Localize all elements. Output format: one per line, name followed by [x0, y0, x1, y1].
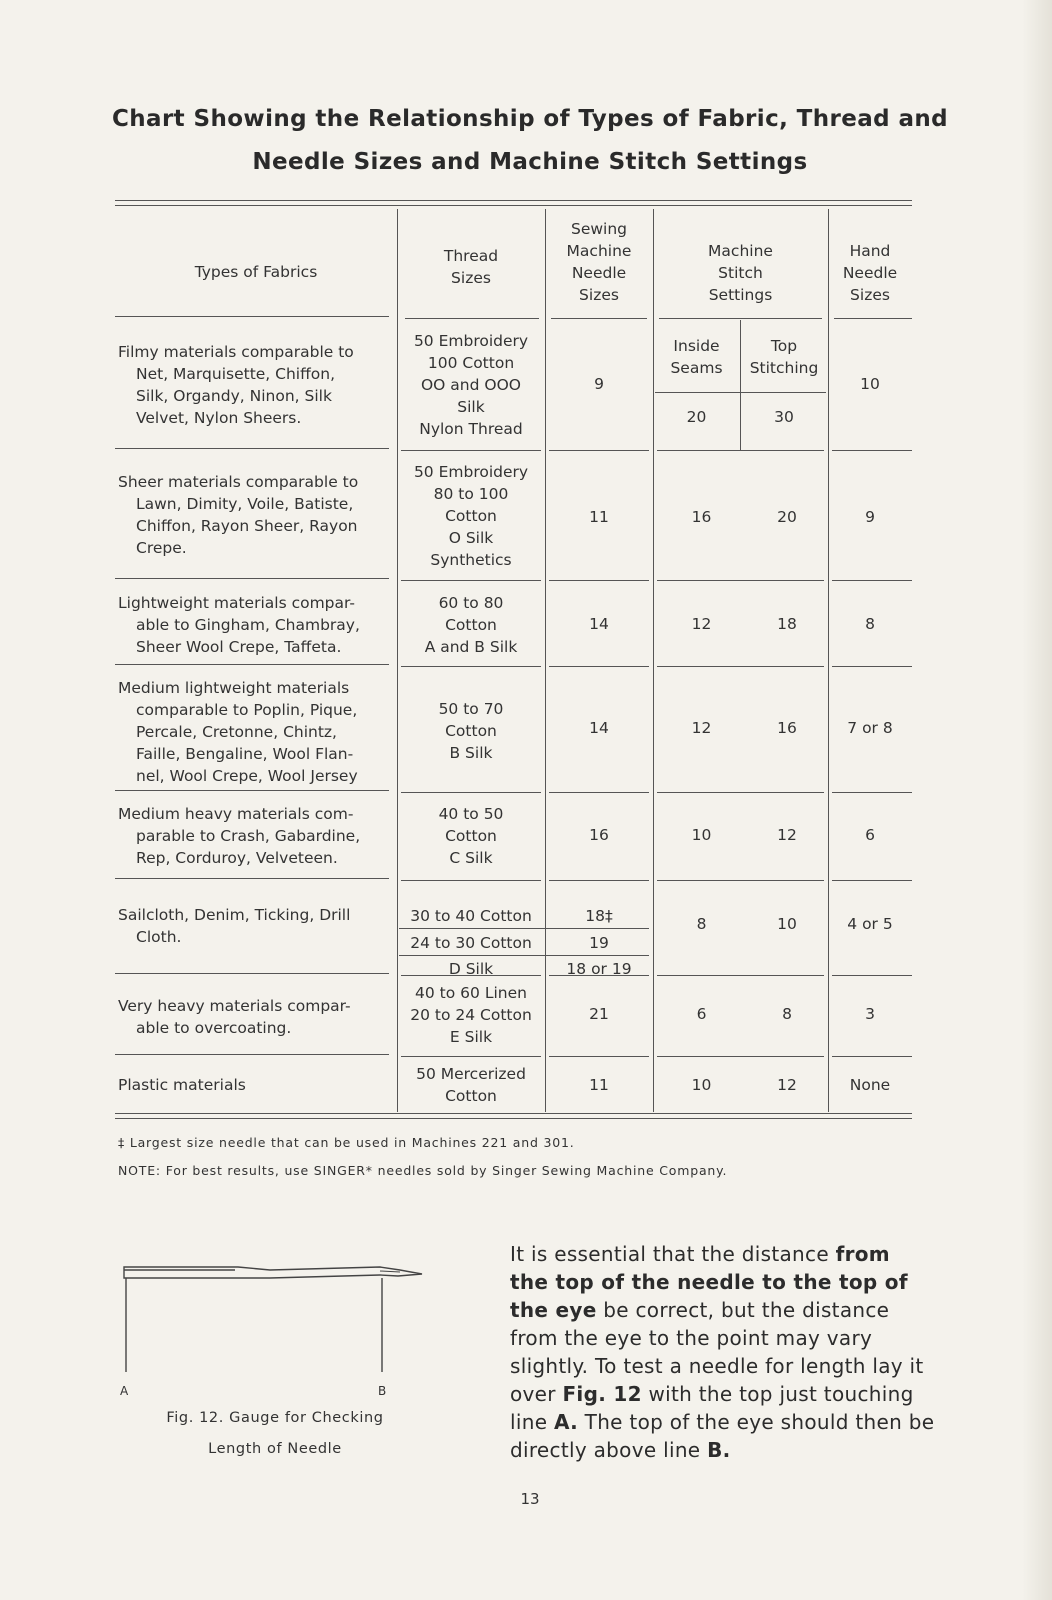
fabric-description [118, 1074, 388, 1096]
thread-size-option: D Silk [448, 960, 494, 978]
row-rule-fabrics [115, 664, 389, 665]
footnote-singer-note: NOTE: For best results, use SINGER* needles sold by Singer Sewing Machine Company. [118, 1163, 728, 1178]
row-rule-thread [401, 975, 541, 976]
para-bold-3: A. [553, 1410, 579, 1434]
thread-sizes-line: A and B Silk [424, 638, 518, 656]
thread-sizes [397, 803, 545, 869]
thread-sizes-line: Silk [457, 398, 485, 416]
row-rule-stitch [657, 666, 824, 667]
top-stitching-header-line: Stitching [749, 359, 819, 377]
row-rule-hand [832, 666, 912, 667]
top-stitching-value: 8 [782, 1005, 792, 1023]
header-sewing-machine-needle-sizes-line: Sizes [579, 286, 619, 304]
para-bold-2: Fig. 12 [562, 1382, 642, 1406]
body-divider-2 [545, 320, 546, 1112]
fabric-description-line: Sheer Wool Crepe, Taffeta. [136, 638, 342, 656]
table-bottom-rule [115, 1113, 912, 1114]
fabric-description-line: Lawn, Dimity, Voile, Batiste, [136, 495, 354, 513]
row-rule-hand [832, 975, 912, 976]
sewing-needle-size: 21 [589, 1005, 609, 1023]
figure-caption-line-2: Length of Needle [208, 1441, 342, 1457]
header-machine-stitch-settings-line: Settings [708, 286, 773, 304]
thread-sizes-line: Cotton [445, 1087, 497, 1105]
thread-sizes-line: E Silk [449, 1028, 493, 1046]
header-machine-stitch-settings [653, 240, 828, 306]
header-machine-stitch-settings-line: Stitch [718, 264, 763, 282]
header-rule-hand [834, 318, 912, 319]
fabric-description-line: Medium lightweight materials [118, 679, 350, 697]
inside-seams-header-line: Inside [673, 337, 720, 355]
sewing-needle-size: 11 [589, 1076, 609, 1094]
row-rule-stitch [657, 1056, 824, 1057]
row-rule-fabrics [115, 1054, 389, 1055]
header-hand-needle-sizes-line: Hand [849, 242, 891, 260]
page-number: 13 [520, 1490, 540, 1508]
header-rule-thread [405, 318, 539, 319]
page-edge [1022, 0, 1052, 1600]
sewing-needle-option: 19 [589, 934, 609, 952]
row-rule-hand [832, 792, 912, 793]
needle-length-paragraph [510, 1240, 935, 1464]
fabric-description-line: nel, Wool Crepe, Wool Jersey [136, 767, 358, 785]
row-rule-fabrics [115, 790, 389, 791]
row-rule-needle [549, 580, 649, 581]
thread-sizes-line: 20 to 24 Cotton [410, 1006, 532, 1024]
hand-needle-size: 9 [865, 508, 875, 526]
fabric-description [118, 471, 388, 559]
row-rule-hand [832, 880, 912, 881]
thread-sizes-line: Cotton [445, 616, 497, 634]
fabric-description-line: Sheer materials comparable to [118, 473, 359, 491]
header-sewing-machine-needle-sizes-line: Machine [566, 242, 632, 260]
inside-seams-value: 12 [691, 615, 712, 633]
thread-sizes-line: 50 Embroidery [413, 332, 529, 350]
top-stitching-value: 12 [777, 826, 797, 844]
inside-seams-value: 6 [696, 1005, 707, 1023]
fabric-description [118, 995, 388, 1039]
row-rule-stitch [657, 975, 824, 976]
hand-needle-size: 7 or 8 [847, 719, 893, 737]
thread-sizes [397, 1063, 545, 1107]
thread-size-option: 24 to 30 Cotton [410, 934, 532, 952]
row-rule-hand [832, 450, 912, 451]
fabric-description-line: Plastic materials [118, 1076, 246, 1094]
thread-sizes [397, 592, 545, 658]
table-bottom-rule-2 [115, 1118, 912, 1119]
thread-sizes [397, 982, 545, 1048]
row-rule-needle [549, 792, 649, 793]
header-thread-sizes [397, 245, 545, 289]
footnote-largest-needle: ‡ Largest size needle that can be used in Machines 221 and 301. [118, 1135, 575, 1150]
inside-seams-header-line: Seams [670, 359, 723, 377]
row-rule-fabrics [115, 578, 389, 579]
fabric-description-line: comparable to Poplin, Pique, [136, 701, 358, 719]
fabric-description [118, 904, 388, 948]
sewing-needle-option: 18‡ [585, 907, 613, 925]
thread-sizes-line: 50 to 70 [438, 700, 504, 718]
sub-rule-1 [399, 928, 649, 929]
row-rule-stitch [657, 580, 824, 581]
body-divider-4 [828, 320, 829, 1112]
table-top-rule [115, 200, 912, 201]
hand-needle-size: 4 or 5 [847, 915, 893, 933]
header-machine-stitch-settings-line: Machine [708, 242, 773, 260]
thread-sizes-line: C Silk [449, 849, 493, 867]
inside-seams-value: 16 [691, 508, 712, 526]
inside-seams-value: 12 [691, 719, 712, 737]
fabric-description [118, 677, 388, 787]
fabric-description [118, 803, 388, 869]
top-stitching-header-line: Top [770, 337, 798, 355]
top-stitching-value: 20 [777, 508, 797, 526]
header-sewing-machine-needle-sizes [545, 218, 653, 306]
top-stitching-value: 18 [777, 615, 797, 633]
fabric-description [118, 592, 388, 658]
fabric-description-line: Cloth. [136, 928, 182, 946]
row-rule-fabrics [115, 973, 389, 974]
fabric-description-line: Sailcloth, Denim, Ticking, Drill [118, 906, 351, 924]
fabric-description-line: Lightweight materials compar- [118, 594, 355, 612]
row-rule-thread [401, 580, 541, 581]
row-rule-stitch [657, 792, 824, 793]
thread-sizes-line: 100 Cotton [427, 354, 515, 372]
top-stitching-value: 16 [777, 719, 797, 737]
row-rule-needle [549, 666, 649, 667]
thread-sizes-line: 60 to 80 [438, 594, 504, 612]
header-sewing-machine-needle-sizes-line: Sewing [570, 220, 628, 238]
thread-sizes-line: 50 Mercerized [416, 1065, 526, 1083]
row-rule-stitch [657, 880, 824, 881]
hand-needle-size: 6 [865, 826, 875, 844]
needle-gauge-diagram [110, 1262, 440, 1392]
fabric-description-line: Silk, Organdy, Ninon, Silk [136, 387, 332, 405]
row-rule-fabrics [115, 448, 389, 449]
fabric-description-line: able to Gingham, Chambray, [136, 616, 360, 634]
body-divider-3 [653, 320, 654, 1112]
sub-rule-2 [399, 955, 649, 956]
header-thread-sizes-line: Thread [443, 247, 499, 265]
thread-sizes-line: B Silk [449, 744, 493, 762]
gauge-label-a: A [120, 1384, 129, 1398]
header-hand-needle-sizes [828, 240, 912, 306]
inside-seams-value: 20 [686, 408, 707, 426]
thread-size-option: 30 to 40 Cotton [410, 907, 532, 925]
row-rule-fabrics [115, 878, 389, 879]
sewing-needle-size: 11 [589, 508, 609, 526]
thread-sizes-line: 40 to 50 [438, 805, 504, 823]
row-rule-thread [401, 1056, 541, 1057]
top-stitching-value: 12 [777, 1076, 797, 1094]
chart-title-line-2: Needle Sizes and Machine Stitch Settings [252, 149, 808, 175]
para-bold-1: from the top of the needle to the top of the eye [510, 1242, 908, 1322]
header-hand-needle-sizes-line: Sizes [850, 286, 890, 304]
fabric-description-line: Faille, Bengaline, Wool Flan- [136, 745, 354, 763]
figure-caption-line-1: Fig. 12. Gauge for Checking [166, 1410, 384, 1426]
hand-needle-size: 10 [860, 375, 880, 393]
header-rule-stitch [659, 318, 822, 319]
inside-seams-header [653, 335, 740, 379]
para-bold-4: B. [707, 1438, 731, 1462]
top-stitching-value: 30 [774, 408, 794, 426]
top-stitching-value: 10 [777, 915, 797, 933]
chart-title-line-1: Chart Showing the Relationship of Types of Fabric, Thread and [111, 106, 949, 132]
thread-sizes-line: Cotton [445, 827, 497, 845]
hand-needle-size: None [849, 1076, 891, 1094]
inside-seams-value: 8 [696, 915, 707, 933]
row-rule-thread [401, 792, 541, 793]
gauge-label-b: B [378, 1384, 387, 1398]
header-rule-needle [551, 318, 647, 319]
fabric-description-line: Net, Marquisette, Chiffon, [136, 365, 336, 383]
needle-icon [124, 1267, 422, 1278]
header-sewing-machine-needle-sizes-line: Needle [571, 264, 627, 282]
thread-sizes-line: 40 to 60 Linen [415, 984, 527, 1002]
thread-sizes-line: 80 to 100 [433, 485, 509, 503]
hand-needle-size: 3 [865, 1005, 875, 1023]
sewing-needle-size: 9 [594, 375, 604, 393]
fabric-description-line: Percale, Cretonne, Chintz, [136, 723, 337, 741]
fabric-description-line: parable to Crash, Gabardine, [136, 827, 361, 845]
thread-sizes-line: Synthetics [430, 551, 512, 569]
top-stitching-header [740, 335, 828, 379]
hand-needle-size: 8 [865, 615, 875, 633]
fabric-description-line: Crepe. [136, 539, 187, 557]
para-text-3: with the top just touching line [510, 1382, 914, 1434]
row-rule-thread [401, 666, 541, 667]
fabric-description [118, 341, 388, 429]
header-rule-fabrics [115, 316, 389, 317]
thread-sizes-line: Cotton [445, 507, 497, 525]
fabric-description-line: Rep, Corduroy, Velveteen. [136, 849, 338, 867]
thread-sizes-line: 50 Embroidery [413, 463, 529, 481]
para-text-2: be correct, but the distance from the eye to the point may vary slightly. To test a needle for length lay it over [510, 1298, 924, 1406]
row-rule-thread [401, 450, 541, 451]
inside-seams-value: 10 [691, 1076, 712, 1094]
thread-sizes [397, 461, 545, 571]
para-text-4: The top of the eye should then be directly above line [510, 1410, 935, 1462]
fabric-description-line: Filmy materials comparable to [118, 343, 354, 361]
table-top-rule-2 [115, 205, 912, 206]
row-rule-needle [549, 450, 649, 451]
sewing-needle-size: 14 [589, 615, 609, 633]
header-thread-sizes-line: Sizes [451, 269, 491, 287]
row-rule-hand [832, 1056, 912, 1057]
row-rule-needle [549, 1056, 649, 1057]
inside-seams-value: 10 [691, 826, 712, 844]
sewing-needle-size: 16 [589, 826, 609, 844]
thread-sizes-line: Nylon Thread [419, 420, 523, 438]
stitch-subheader-rule [655, 392, 826, 393]
fabric-description-line: Very heavy materials compar- [118, 997, 351, 1015]
row-rule-needle [549, 975, 649, 976]
row-rule-thread [401, 880, 541, 881]
thread-sizes [397, 330, 545, 440]
thread-sizes-line: OO and OOO [420, 376, 522, 394]
sewing-needle-size: 14 [589, 719, 609, 737]
fabric-description-line: Chiffon, Rayon Sheer, Rayon [136, 517, 358, 535]
header-types-of-fabrics: Types of Fabrics [194, 263, 318, 281]
thread-sizes [397, 698, 545, 764]
para-text-1: It is essential that the distance [510, 1242, 836, 1266]
thread-sizes-line: Cotton [445, 722, 497, 740]
row-rule-hand [832, 580, 912, 581]
fabric-description-line: able to overcoating. [136, 1019, 292, 1037]
header-hand-needle-sizes-line: Needle [842, 264, 898, 282]
row-rule-needle [549, 880, 649, 881]
fabric-description-line: Velvet, Nylon Sheers. [136, 409, 302, 427]
thread-sizes-line: O Silk [448, 529, 494, 547]
sewing-needle-option: 18 or 19 [566, 960, 632, 978]
row-rule-stitch [657, 450, 824, 451]
fabric-description-line: Medium heavy materials com- [118, 805, 354, 823]
